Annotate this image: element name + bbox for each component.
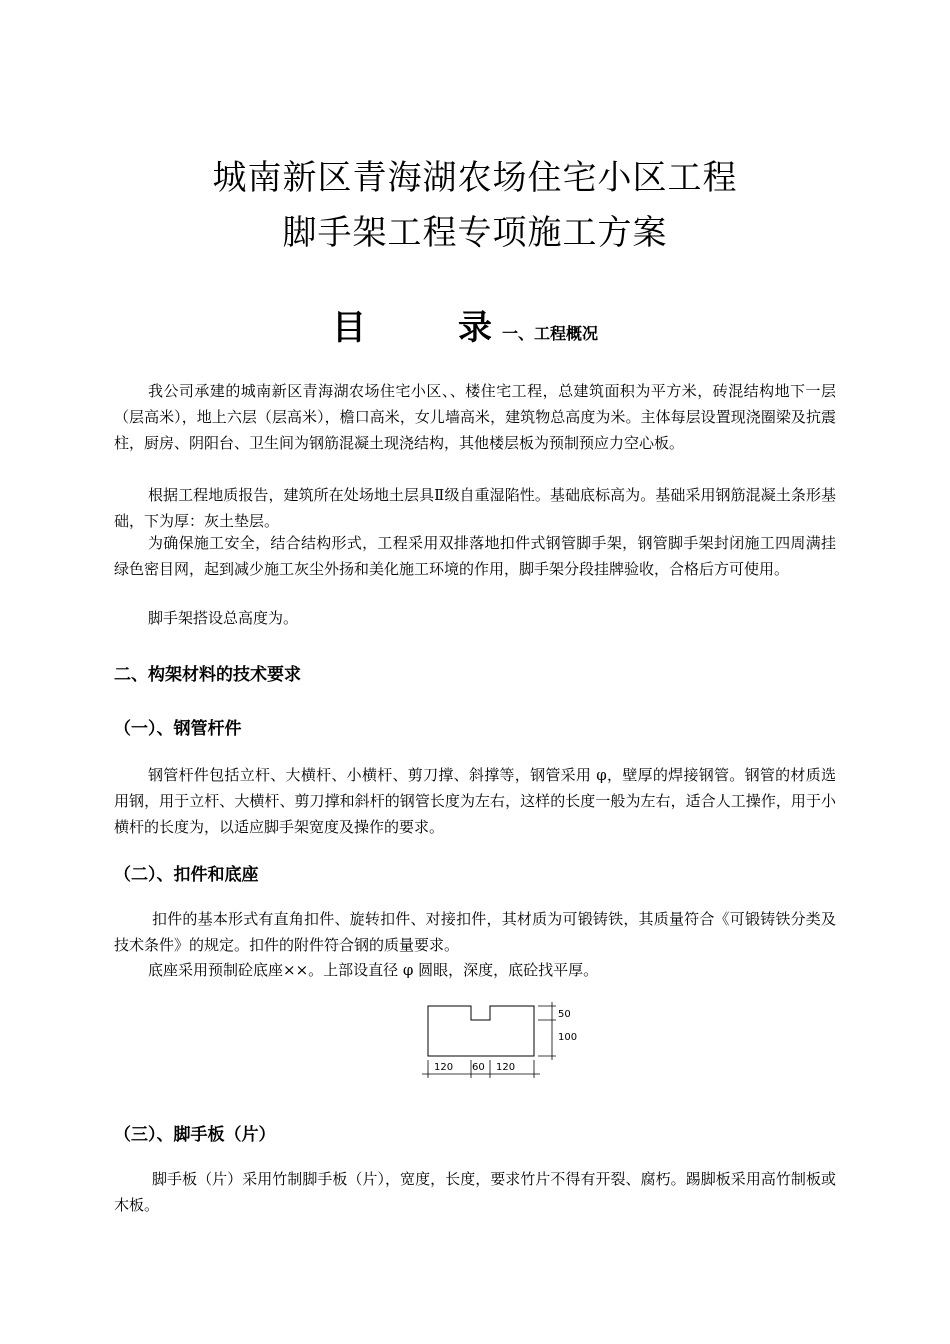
document-title-line1: 城南新区青海湖农场住宅小区工程 [212,158,738,198]
dim-body-label: 100 [558,1032,578,1043]
toc-char-lu: 录 [458,308,492,348]
section1-paragraph-4: 脚手架搭设总高度为。 [148,609,299,627]
base-block-diagram [418,998,588,1086]
subsection2-paragraph-2: 底座采用预制砼底座××。上部设直径 φ 圆眼，深度，底砼找平厚。 [148,961,599,979]
section1-heading: 一、工程概况 [502,324,599,343]
section1-paragraph-1: 我公司承建的城南新区青海湖农场住宅小区、、楼住宅工程，总建筑面积为平方米，砖混结构地下一层（层高米），地上六层（层高米），檐口高米，女儿墙高米，建筑物总高度为米。主体每层设置现浇圈梁及抗震柱，厨房、阴阳台、卫生间为钢筋混凝土现浇结构，其他楼层板为预制预应力空心板。 [114,382,836,452]
dim-left-label: 120 [434,1062,454,1073]
subsection2-paragraph-1: 扣件的基本形式有直角扣件、旋转扣件、对接扣件，其材质为可锻铸铁，其质量符合《可锻铸铁分类及技术条件》的规定。扣件的附件符合钢的质量要求。 [114,910,836,954]
base-block-outline [428,1006,534,1056]
subsection3-heading: （三）、脚手板（片） [114,1125,276,1145]
dim-right-label: 120 [496,1062,516,1073]
document-title-line2: 脚手架工程专项施工方案 [282,213,668,253]
dim-mid-label: 60 [472,1062,485,1073]
subsection1-paragraph: 钢管杆件包括立杆、大横杆、小横杆、剪刀撑、斜撑等，钢管采用 φ，壁厚的焊接钢管。钢管的材质选用钢，用于立杆、大横杆、剪刀撑和斜杆的钢管长度为左右，这样的长度一般为左右，适合人工操作，用于小横杆的长度为，以适应脚手架宽度及操作的要求。 [114,766,836,836]
section1-paragraph-2: 根据工程地质报告，建筑所在处场地土层具Ⅱ级自重湿陷性。基础底标高为。基础采用钢筋混凝土条形基础，下为厚：灰土垫层。 [114,486,836,530]
table-of-contents-heading [332,300,598,349]
section2-heading: 二、构架材料的技术要求 [114,665,301,685]
section1-paragraph-3: 为确保施工安全，结合结构形式，工程采用双排落地扣件式钢管脚手架，钢管脚手架封闭施工四周满挂绿色密目网，起到减少施工灰尘外扬和美化施工环境的作用，脚手架分段挂牌验收，合格后方可使用。 [114,534,836,578]
dim-top-label: 50 [558,1009,571,1020]
subsection2-heading: （二）、扣件和底座 [114,865,259,885]
subsection3-paragraph: 脚手板（片）采用竹制脚手板（片），宽度，长度，要求竹片不得有开裂、腐朽。踢脚板采用高竹制板或木板。 [114,1170,836,1214]
toc-char-mu: 目 [332,308,366,348]
subsection1-heading: （一）、钢管杆件 [114,719,242,739]
